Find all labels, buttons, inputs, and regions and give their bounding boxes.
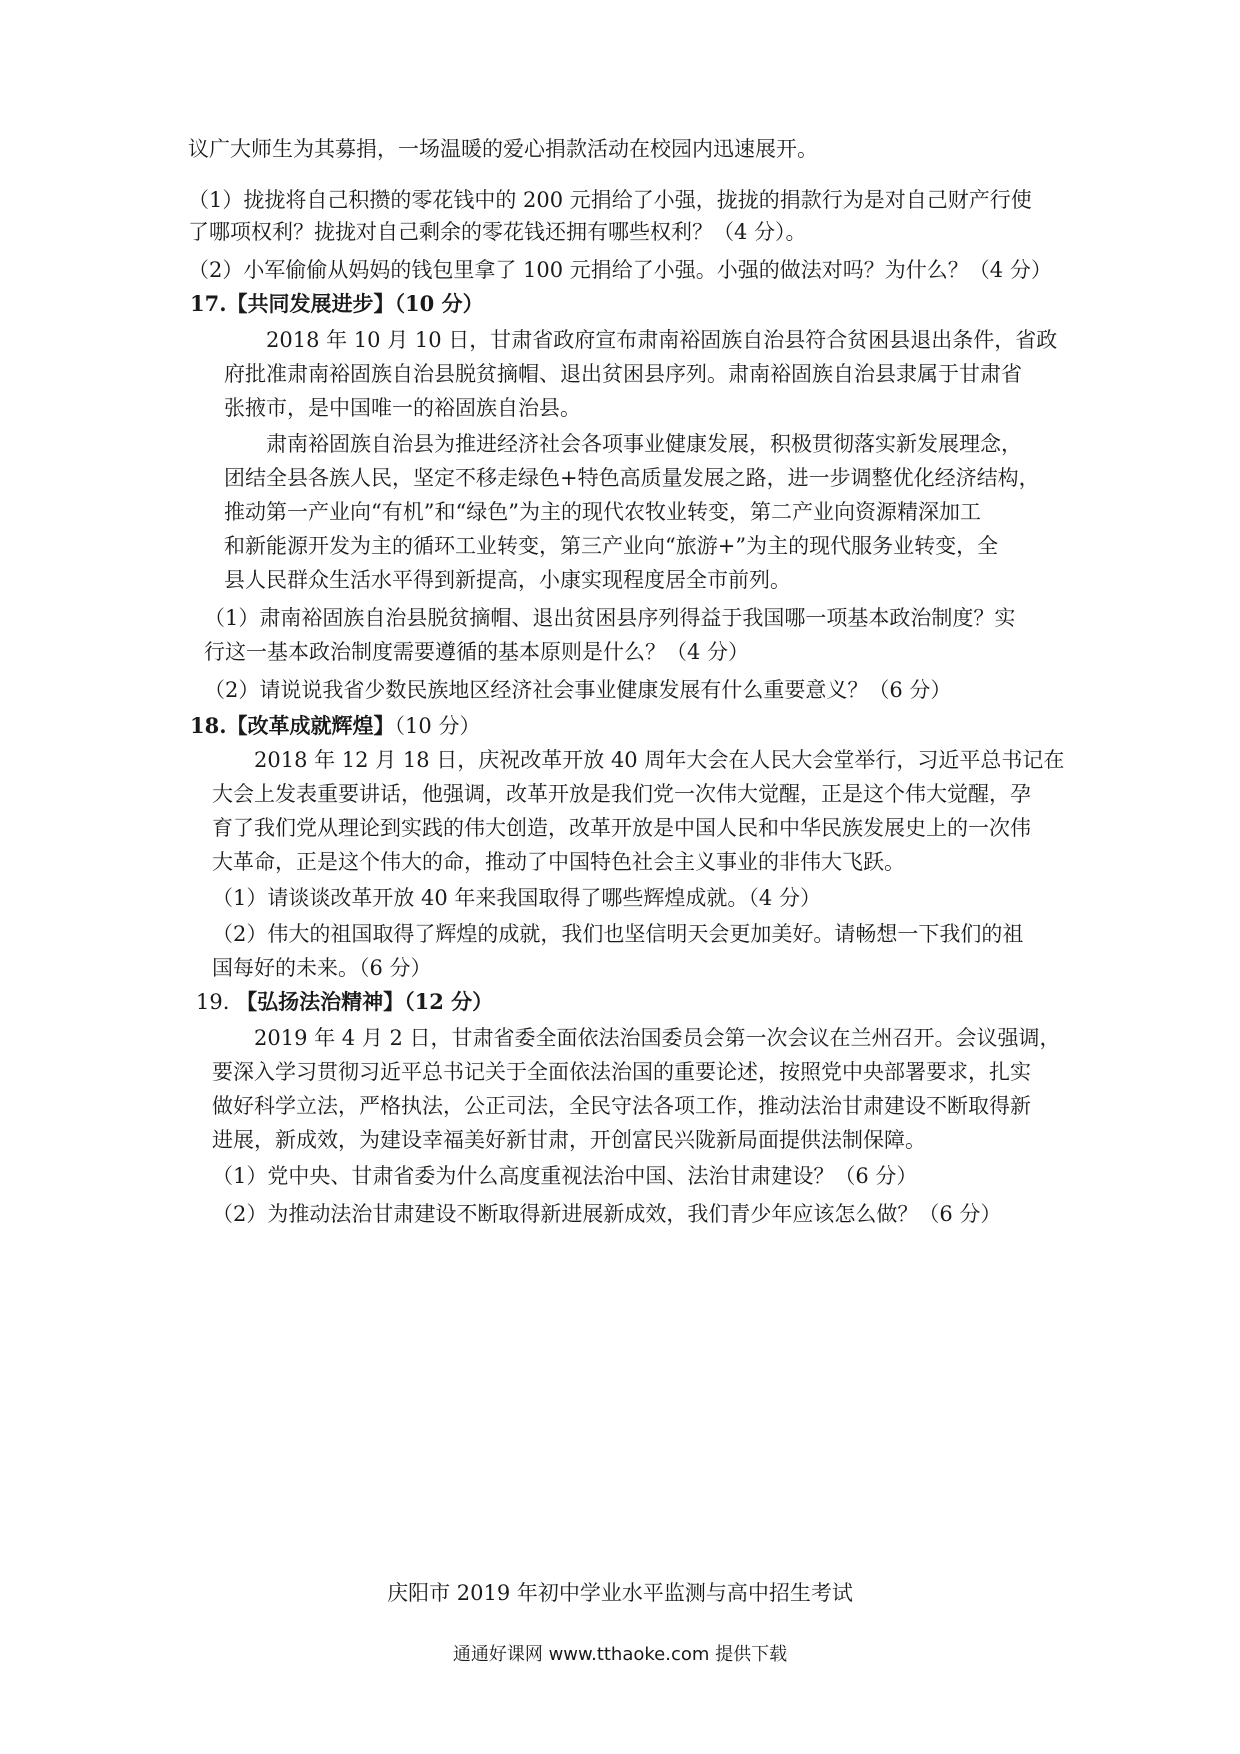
q16-intro: 议广大师生为其募捐，一场温暖的爱心捐款活动在校园内迅速展开。	[188, 137, 818, 161]
q17-sub1-line1: （1）肃南裕固族自治县脱贫摘帽、退出贫困县序列得益于我国哪一项基本政治制度？实	[204, 606, 1016, 630]
q17-para2-line1: 肃南裕固族自治县为推进经济社会各项事业健康发展，积极贯彻落实新发展理念，	[266, 432, 1022, 456]
q17-para2-line5: 县人民群众生活水平得到新提高，小康实现程度居全市前列。	[224, 568, 791, 592]
q18-heading	[190, 712, 480, 740]
q18-heading-title: 【改革成就辉煌】	[226, 713, 395, 738]
q17-para1-line1: 2018 年 10 月 10 日，甘肃省政府宣布肃南裕固族自治县符合贫困县退出条件，省政	[266, 328, 1058, 352]
q17-para2-line2: 团结全县各族人民，坚定不移走绿色+特色高质量发展之路，进一步调整优化经济结构，	[224, 466, 1040, 490]
q17-sub2: （2）请说说我省少数民族地区经济社会事业健康发展有什么重要意义？（6 分）	[204, 678, 952, 702]
q17-para1-line2: 府批准肃南裕固族自治县脱贫摘帽、退出贫困县序列。肃南裕固族自治县隶属于甘肃省	[224, 362, 1022, 386]
q19-para-line4: 进展，新成效，为建设幸福美好新甘肃，开创富民兴陇新局面提供法制保障。	[212, 1128, 926, 1152]
q19-heading	[196, 988, 493, 1016]
exam-title-footer: 庆阳市 2019 年初中学业水平监测与高中招生考试	[387, 1581, 853, 1605]
q18-sub2-line2: 国每好的未来。（6 分）	[212, 956, 432, 980]
q19-heading-title: 【弘扬法治精神】（12 分）	[236, 989, 494, 1014]
q18-para-line1: 2018 年 12 月 18 日，庆祝改革开放 40 周年大会在人民大会堂举行，习近平总书记在	[254, 748, 1065, 772]
q16-sub1-line1: （1）拢拢将自己积攒的零花钱中的 200 元捐给了小强，拢拢的捐款行为是对自己财产行使	[188, 188, 1032, 212]
q18-para-line2: 大会上发表重要讲话，他强调，改革开放是我们党一次伟大觉醒，正是这个伟大觉醒，孕	[212, 782, 1031, 806]
q17-sub1-line2: 行这一基本政治制度需要遵循的基本原则是什么？（4 分）	[204, 640, 750, 664]
q16-sub1-line2: 了哪项权利？拢拢对自己剩余的零花钱还拥有哪些权利？（4 分）。	[188, 220, 807, 244]
q17-para1-line3: 张掖市，是中国唯一的裕固族自治县。	[224, 396, 581, 420]
q17-para2-line4: 和新能源开发为主的循环工业转变，第三产业向“旅游+”为主的现代服务业转变，全	[224, 534, 999, 558]
q19-para-line3: 做好科学立法，严格执法，公正司法，全民守法各项工作，推动法治甘肃建设不断取得新	[212, 1094, 1031, 1118]
download-source-footer: 通通好课网 www.tthaoke.com 提供下载	[452, 1644, 788, 1665]
q19-sub2: （2）为推动法治甘肃建设不断取得新进展新成效，我们青少年应该怎么做？（6 分）	[212, 1202, 1002, 1226]
q17-heading: 17.【共同发展进步】（10 分）	[190, 291, 484, 316]
q18-sub1: （1）请谈谈改革开放 40 年来我国取得了哪些辉煌成就。（4 分）	[212, 886, 821, 910]
q18-para-line3: 育了我们党从理论到实践的伟大创造，改革开放是中国人民和中华民族发展史上的一次伟	[212, 816, 1031, 840]
q19-heading-num: 19.	[196, 990, 230, 1014]
q16-sub2: （2）小军偷偷从妈妈的钱包里拿了 100 元捐给了小强。小强的做法对吗？为什么？（4 分）	[188, 258, 1052, 282]
q19-sub1: （1）党中央、甘肃省委为什么高度重视法治中国、法治甘肃建设？（6 分）	[212, 1164, 918, 1188]
q19-para-line1: 2019 年 4 月 2 日，甘肃省委全面依法治国委员会第一次会议在兰州召开。会议强调，	[254, 1026, 1061, 1050]
q18-heading-score: （10 分）	[394, 714, 481, 738]
q18-para-line4: 大革命，正是这个伟大的命，推动了中国特色社会主义事业的非伟大飞跃。	[212, 850, 905, 874]
q18-sub2-line1: （2）伟大的祖国取得了辉煌的成就，我们也坚信明天会更加美好。请畅想一下我们的祖	[212, 922, 1024, 946]
q18-heading-num: 18.	[190, 713, 227, 738]
q19-para-line2: 要深入学习贯彻习近平总书记关于全面依法治国的重要论述，按照党中央部署要求，扎实	[212, 1060, 1031, 1084]
q17-para2-line3: 推动第一产业向“有机”和“绿色”为主的现代农牧业转变，第二产业向资源精深加工	[224, 500, 981, 524]
